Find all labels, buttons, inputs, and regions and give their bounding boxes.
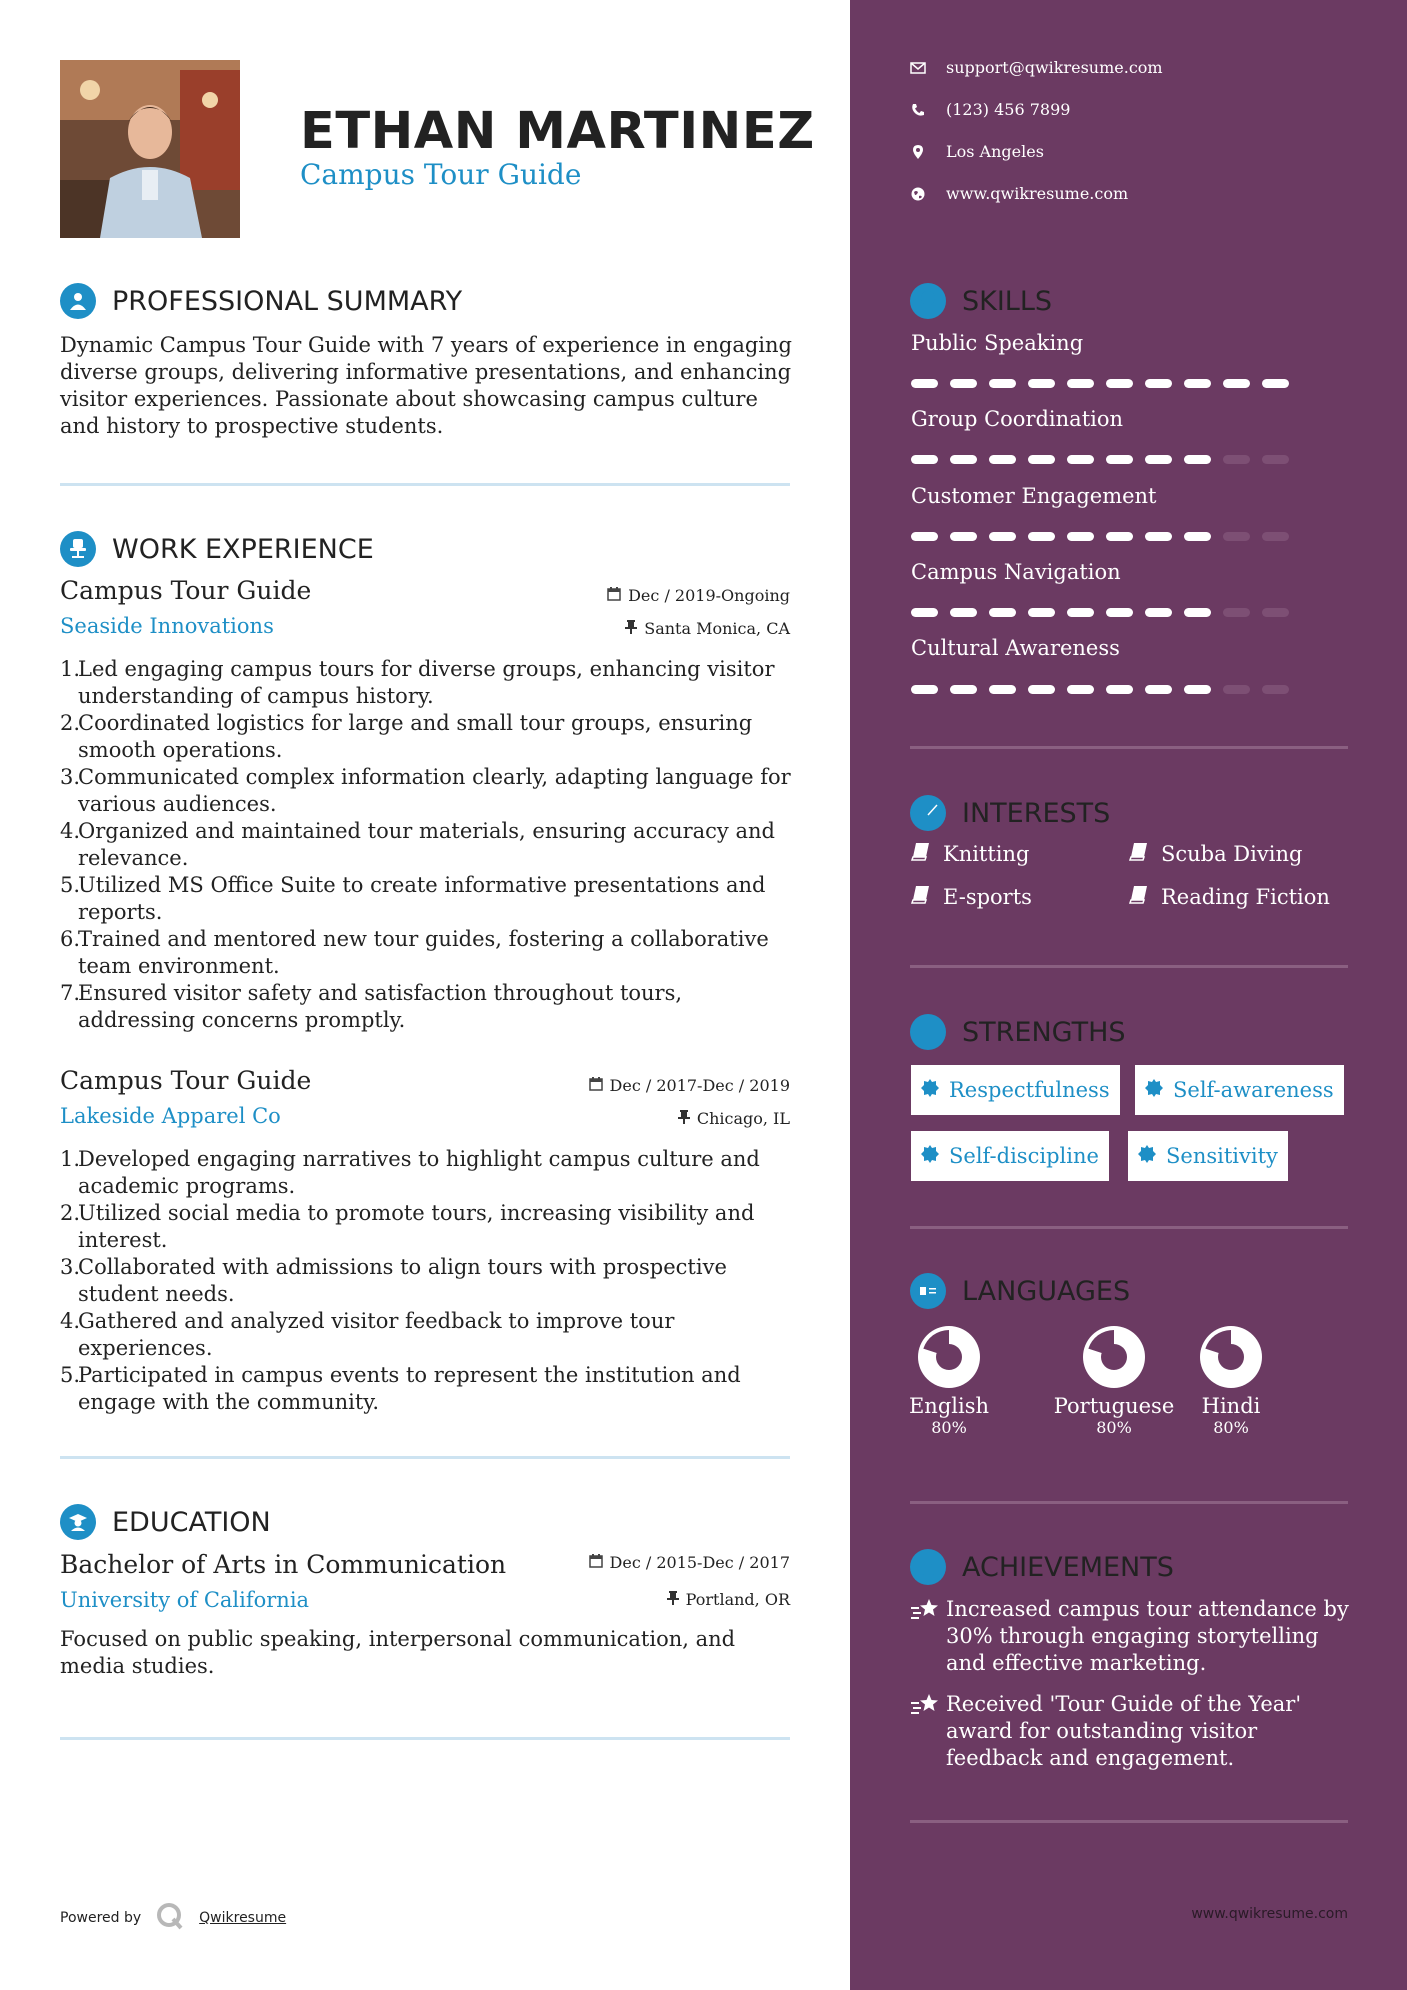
language-name: English <box>908 1394 990 1418</box>
list-item: 1. Developed engaging narratives to highlight campus culture and academic programs. <box>60 1147 760 1198</box>
sidebar-divider <box>910 746 1348 749</box>
skill-segment <box>1145 532 1172 541</box>
contact-website: www.qwikresume.com <box>910 184 1128 203</box>
experience-title: WORK EXPERIENCE <box>112 533 374 565</box>
experience-heading <box>60 531 374 567</box>
skill-segment <box>1028 532 1055 541</box>
job-date: Dec / 2017-Dec / 2019 <box>589 1076 790 1095</box>
skill-segment <box>989 608 1016 617</box>
skill-name: Group Coordination <box>911 407 1124 431</box>
language-percent: 80% <box>1213 1418 1249 1437</box>
sidebar-divider <box>910 965 1348 968</box>
skill-segment <box>950 379 977 388</box>
job-company: Lakeside Apparel Co <box>60 1104 281 1128</box>
skill-segment <box>911 455 938 464</box>
list-item: 1. Led engaging campus tours for diverse groups, enhancing visitor understanding of campus history. <box>60 657 775 708</box>
degree-title: Bachelor of Arts in Communication <box>60 1550 507 1579</box>
powered-by: Powered by Qwikresume <box>60 1901 286 1935</box>
interests-title: INTERESTS <box>962 797 1111 829</box>
languages-title: LANGUAGES <box>962 1275 1131 1307</box>
skill-segment <box>1028 379 1055 388</box>
fist-icon <box>910 1014 946 1050</box>
list-item: 7. Ensured visitor safety and satisfaction throughout tours, addressing concerns promptly. <box>60 981 683 1032</box>
calendar-icon <box>589 1076 603 1095</box>
skill-segment <box>1145 608 1172 617</box>
skill-segment <box>1106 685 1133 694</box>
skill-segment <box>1145 455 1172 464</box>
education-text: Focused on public speaking, interpersonal communication, and media studies. <box>60 1627 736 1678</box>
skill-segment <box>950 685 977 694</box>
skill-bar <box>911 608 1289 617</box>
section-divider <box>60 1456 790 1459</box>
candidate-role: Campus Tour Guide <box>300 158 582 191</box>
achievement-item: Received 'Tour Guide of the Year' award for outstanding visitor feedback and engagement. <box>910 1691 1350 1772</box>
skill-segment <box>989 379 1016 388</box>
map-marker-icon <box>910 145 926 159</box>
job-title: Campus Tour Guide <box>60 576 312 605</box>
language-ring <box>916 1324 982 1390</box>
office-chair-icon <box>60 531 96 567</box>
skill-segment <box>1145 685 1172 694</box>
skill-segment <box>1262 379 1289 388</box>
skill-segment <box>950 455 977 464</box>
strength-chip: Self-awareness <box>1135 1065 1344 1115</box>
language-item <box>1050 1324 1178 1437</box>
skill-bar <box>911 379 1289 388</box>
list-item: 2. Utilized social media to promote tours, increasing visibility and interest. <box>60 1201 755 1252</box>
language-item <box>1195 1324 1267 1437</box>
job-title: Campus Tour Guide <box>60 1066 312 1095</box>
interest-item: Reading Fiction <box>1129 884 1330 909</box>
interests-heading <box>910 795 1110 831</box>
skill-segment <box>1184 379 1211 388</box>
skill-segment <box>1262 455 1289 464</box>
skill-bar <box>911 685 1289 694</box>
contact-email: support@qwikresume.com <box>910 58 1163 77</box>
candidate-name: ETHAN MARTINEZ <box>300 102 815 161</box>
list-item: 4. Gathered and analyzed visitor feedback to improve tour experiences. <box>60 1309 675 1360</box>
contact-location: Los Angeles <box>910 142 1044 161</box>
qwikresume-link[interactable]: Qwikresume <box>199 1910 287 1926</box>
skill-segment <box>1106 532 1133 541</box>
skill-segment <box>1106 379 1133 388</box>
language-percent: 80% <box>1096 1418 1132 1437</box>
pin-icon <box>667 1590 679 1609</box>
skill-segment <box>950 608 977 617</box>
skill-segment <box>1145 379 1172 388</box>
skill-segment <box>1067 455 1094 464</box>
list-item: 3. Collaborated with admissions to align tours with prospective student needs. <box>60 1255 727 1306</box>
skill-name: Public Speaking <box>911 331 1084 355</box>
pin-icon <box>625 619 637 638</box>
language-name: Portuguese <box>1053 1394 1175 1418</box>
book-icon <box>1129 884 1149 909</box>
interest-item: E-sports <box>911 884 1032 909</box>
skill-segment <box>950 532 977 541</box>
achievement-item: Increased campus tour attendance by 30% through engaging storytelling and effective marketing. <box>910 1596 1350 1677</box>
skill-segment <box>989 685 1016 694</box>
language-ring-hole <box>936 1344 962 1370</box>
badge-icon <box>921 1144 939 1168</box>
job-date: Dec / 2019-Ongoing <box>607 586 790 605</box>
skill-bar <box>911 532 1289 541</box>
shooting-star-icon <box>910 1693 946 1772</box>
list-item: 4. Organized and maintained tour materials, ensuring accuracy and relevance. <box>60 819 775 870</box>
skill-segment <box>1067 608 1094 617</box>
skill-name: Campus Navigation <box>911 560 1121 584</box>
skill-segment <box>1106 455 1133 464</box>
education-title: EDUCATION <box>112 1506 271 1538</box>
sidebar-divider <box>910 1820 1348 1823</box>
envelope-icon <box>910 62 926 74</box>
shooting-star-icon <box>910 1598 946 1677</box>
book-icon <box>1129 841 1149 866</box>
skill-segment <box>1223 532 1250 541</box>
sidebar-divider <box>910 1226 1348 1229</box>
school-name: University of California <box>60 1588 310 1612</box>
job-duties-list <box>60 656 800 1034</box>
education-date: Dec / 2015-Dec / 2017 <box>589 1553 790 1572</box>
book-icon <box>911 884 931 909</box>
language-item <box>904 1324 994 1437</box>
language-ring-hole <box>1101 1344 1127 1370</box>
education-heading <box>60 1504 271 1540</box>
sidebar-divider <box>910 1501 1348 1504</box>
skills-heading <box>910 283 1052 319</box>
skill-name: Cultural Awareness <box>911 636 1120 660</box>
strength-chip: Respectfulness <box>911 1065 1120 1115</box>
list-item: 5. Participated in campus events to represent the institution and engage with the community. <box>60 1363 741 1414</box>
badge-icon <box>921 1078 939 1102</box>
badge-icon <box>1145 1078 1163 1102</box>
skills-title: SKILLS <box>962 285 1053 317</box>
list-item: 2. Coordinated logistics for large and small tour groups, ensuring smooth operations. <box>60 711 753 762</box>
section-divider <box>60 1737 790 1740</box>
paper-plane-icon <box>910 795 946 831</box>
language-ring <box>1198 1324 1264 1390</box>
achievements-title: ACHIEVEMENTS <box>962 1551 1174 1583</box>
list-item: 6. Trained and mentored new tour guides, fostering a collaborative team environment. <box>60 927 769 978</box>
skill-segment <box>1223 455 1250 464</box>
skill-segment <box>1223 379 1250 388</box>
skill-segment <box>1262 685 1289 694</box>
language-percent: 80% <box>931 1418 967 1437</box>
skill-segment <box>1106 608 1133 617</box>
skill-name: Customer Engagement <box>911 484 1157 508</box>
skill-segment <box>911 685 938 694</box>
translate-icon <box>910 1273 946 1309</box>
section-divider <box>60 483 790 486</box>
footer-website[interactable]: www.qwikresume.com <box>1191 1906 1348 1922</box>
skill-segment <box>1067 532 1094 541</box>
strengths-title: STRENGTHS <box>962 1016 1126 1048</box>
badge-icon <box>1138 1144 1156 1168</box>
book-icon <box>911 841 931 866</box>
skill-segment <box>1262 532 1289 541</box>
skill-segment <box>911 608 938 617</box>
list-item: 5. Utilized MS Office Suite to create informative presentations and reports. <box>60 873 766 924</box>
calendar-icon <box>607 586 621 605</box>
globe-icon <box>910 187 926 201</box>
interest-item: Knitting <box>911 841 1030 866</box>
education-location: Portland, OR <box>667 1590 790 1609</box>
list-item: 3. Communicated complex information clearly, adapting language for various audiences. <box>60 765 791 816</box>
skill-segment <box>911 379 938 388</box>
summary-title: PROFESSIONAL SUMMARY <box>112 285 463 317</box>
pin-icon <box>678 1109 690 1128</box>
summary-heading <box>60 283 462 319</box>
skill-segment <box>1067 379 1094 388</box>
profile-photo <box>60 60 240 238</box>
skill-segment <box>989 455 1016 464</box>
skill-segment <box>911 532 938 541</box>
summary-text: Dynamic Campus Tour Guide with 7 years of experience in engaging diverse groups, delivering informative presentations, and enhancing visitor experiences. Passionate about showcasing campus culture and history to prospective students. <box>60 333 792 438</box>
contact-phone: (123) 456 7899 <box>910 100 1070 119</box>
user-icon <box>60 283 96 319</box>
skill-segment <box>1184 685 1211 694</box>
strength-chip: Self-discipline <box>911 1131 1109 1181</box>
phone-icon <box>910 103 926 117</box>
job-company: Seaside Innovations <box>60 614 274 638</box>
achievements-heading <box>910 1549 1174 1585</box>
languages-heading <box>910 1273 1130 1309</box>
skill-segment <box>1262 608 1289 617</box>
qwikresume-logo-icon <box>155 1901 185 1935</box>
skill-segment <box>1067 685 1094 694</box>
skill-bar <box>911 455 1289 464</box>
language-ring-hole <box>1218 1344 1244 1370</box>
graduate-icon <box>60 1504 96 1540</box>
star-icon <box>910 1549 946 1585</box>
skill-segment <box>1028 608 1055 617</box>
strength-chip: Sensitivity <box>1128 1131 1288 1181</box>
lightbulb-icon <box>910 283 946 319</box>
calendar-icon <box>589 1553 603 1572</box>
interest-item: Scuba Diving <box>1129 841 1302 866</box>
job-location: Santa Monica, CA <box>625 619 790 638</box>
job-duties-list <box>60 1146 800 1416</box>
skill-segment <box>1223 608 1250 617</box>
skill-segment <box>1028 455 1055 464</box>
skill-segment <box>989 532 1016 541</box>
job-location: Chicago, IL <box>678 1109 790 1128</box>
strengths-heading <box>910 1014 1126 1050</box>
language-ring <box>1081 1324 1147 1390</box>
skill-segment <box>1184 608 1211 617</box>
skill-segment <box>1028 685 1055 694</box>
language-name: Hindi <box>1201 1394 1261 1418</box>
skill-segment <box>1223 685 1250 694</box>
skill-segment <box>1184 455 1211 464</box>
skill-segment <box>1184 532 1211 541</box>
